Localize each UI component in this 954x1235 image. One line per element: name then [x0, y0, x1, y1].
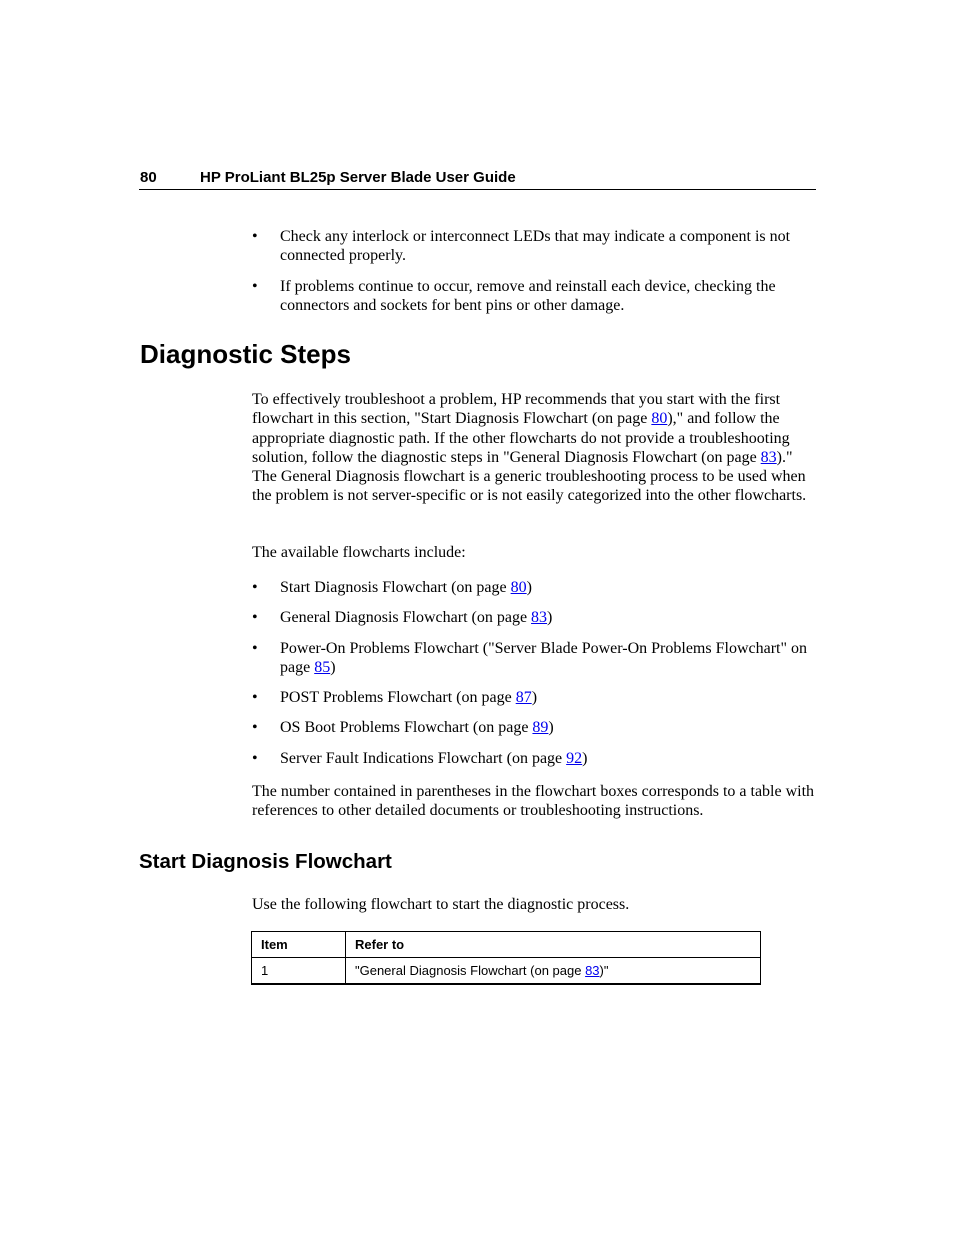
table-header-row — [252, 932, 761, 958]
bullet-icon: • — [252, 750, 258, 767]
note-paragraph: The number contained in parentheses in the flowchart boxes corresponds to a table with references to other detailed documents or troubleshooting instructions. — [252, 783, 815, 820]
intro-paragraph: To effectively troubleshoot a problem, HP recommends that you start with the first flowchart in this section, "Start Diagnosis Flowchart (on page 80)," and follow the appropriate diagnostic path. If the other flowcharts do not provide a troubleshooting solution, follow the diagnostic steps in "General Diagnosis Flowchart (on page 83)." The General Diagnosis flowchart is a generic troubleshooting process to be used when the problem is not server-specific or is not easily categorized into the other flowcharts. — [252, 391, 807, 505]
section-heading: Diagnostic Steps — [140, 339, 351, 369]
page-link[interactable]: 87 — [515, 689, 532, 706]
page-link[interactable]: 80 — [651, 410, 668, 428]
page-link[interactable]: 83 — [760, 448, 777, 466]
bullet-icon: • — [252, 719, 258, 736]
column-header-item: Item — [252, 932, 346, 958]
page-link[interactable]: 89 — [532, 719, 549, 736]
subsection-intro: Use the following flowchart to start the diagnostic process. — [252, 896, 630, 913]
list-item-text: Server Fault Indications Flowchart (on page 92) — [280, 750, 588, 767]
page-link[interactable]: 83 — [531, 609, 548, 626]
list-item-text: General Diagnosis Flowchart (on page 83) — [280, 609, 553, 626]
page-link[interactable]: 92 — [566, 750, 583, 767]
list-item-text: Check any interlock or interconnect LEDs that may indicate a component is not connected properly. — [280, 228, 791, 265]
item-cell: 1 — [252, 958, 346, 985]
list-item-text: POST Problems Flowchart (on page 87) — [280, 689, 538, 706]
header-title: HP ProLiant BL25p Server Blade User Guide — [200, 169, 516, 186]
bullet-icon: • — [252, 689, 258, 706]
bullet-icon: • — [252, 278, 258, 295]
bullet-icon: • — [252, 640, 258, 657]
list-item-text: Start Diagnosis Flowchart (on page 80) — [280, 579, 532, 596]
list-item-text: OS Boot Problems Flowchart (on page 89) — [280, 719, 554, 736]
list-item-text: If problems continue to occur, remove and reinstall each device, checking the connectors and sockets for bent pins or other damage. — [280, 278, 776, 315]
page-link[interactable]: 83 — [585, 963, 600, 978]
bullet-icon: • — [252, 228, 258, 245]
refer-to-cell: "General Diagnosis Flowchart (on page 83)" — [346, 958, 761, 985]
column-header-refer-to: Refer to — [346, 932, 761, 958]
page-link[interactable]: 85 — [314, 659, 331, 677]
bullet-icon: • — [252, 579, 258, 596]
page-link[interactable]: 80 — [510, 579, 527, 596]
bullet-icon: • — [252, 609, 258, 626]
reference-table — [251, 931, 761, 985]
subsection-heading: Start Diagnosis Flowchart — [139, 850, 392, 873]
list-item-text: Power-On Problems Flowchart ("Server Blade Power-On Problems Flowchart" on page 85) — [280, 640, 807, 677]
table-row — [252, 958, 761, 985]
running-header — [139, 168, 816, 190]
page-number: 80 — [140, 169, 157, 186]
available-label: The available flowcharts include: — [252, 544, 466, 561]
